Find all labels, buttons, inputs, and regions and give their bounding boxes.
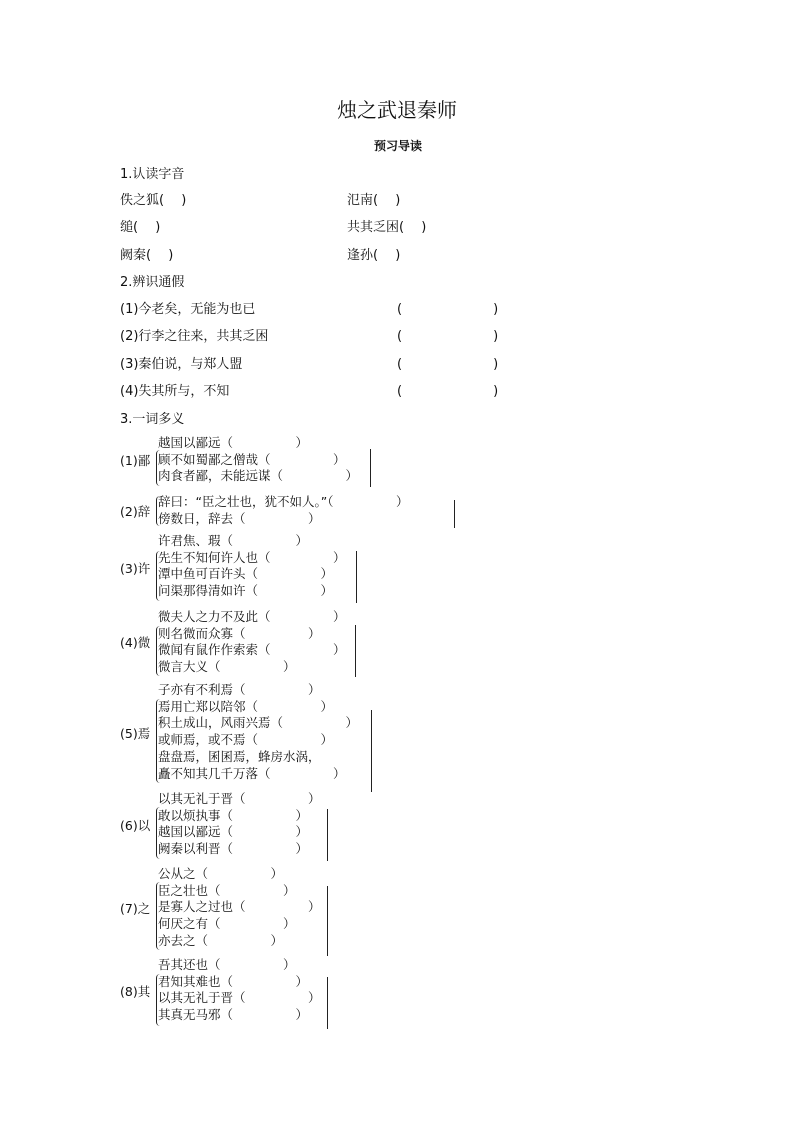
answer-blank: ( ) xyxy=(397,384,499,399)
group-bar xyxy=(371,710,372,792)
loan-character-sentence: (3)秦伯说，与郑人盟 xyxy=(120,357,243,372)
group-bar xyxy=(327,809,328,861)
group-item: 盘盘焉，囷囷焉，蜂房水涡， xyxy=(158,748,321,764)
group-label: (3)许 xyxy=(120,561,151,576)
pronunciation-item: 逢孙( ) xyxy=(347,248,401,263)
loan-character-sentence: (2)行李之往来，共其乏困 xyxy=(120,329,269,344)
pronunciation-item: 氾南( ) xyxy=(347,193,401,208)
group-item: 顾不如蜀鄙之僧哉（ ） xyxy=(158,451,346,467)
group-item: 肉食者鄙，未能远谋（ ） xyxy=(158,468,359,484)
group-item: 以其无礼于晋（ ） xyxy=(158,791,321,806)
group-label: (4)微 xyxy=(120,635,151,650)
answer-blank: ( ) xyxy=(397,329,499,344)
group-item: 子亦有不利焉（ ） xyxy=(158,682,321,697)
group-label: (5)焉 xyxy=(120,726,151,741)
group-label: (6)以 xyxy=(120,818,151,833)
group-item: 阙秦以利晋（ ） xyxy=(158,841,309,857)
group-item: 以其无礼于晋（ ） xyxy=(158,990,321,1006)
pronunciation-item: 缒( ) xyxy=(120,220,161,235)
page-title: 烛之武退秦师 xyxy=(337,98,457,122)
group-bar xyxy=(327,977,328,1029)
section-heading-loan-characters: 2.辨识通假 xyxy=(120,275,185,290)
group-item: 是寡人之过也（ ） xyxy=(158,899,321,915)
group-item: 潭中鱼可百许头（ ） xyxy=(158,566,334,582)
group-bar xyxy=(355,625,356,677)
group-item: 则名微而众寡（ ） xyxy=(158,625,321,641)
page-subtitle: 预习导读 xyxy=(373,139,422,153)
group-item: 越国以鄙远（ ） xyxy=(158,435,309,450)
pronunciation-item: 共其乏困( ) xyxy=(347,220,427,235)
section-heading-pronunciation: 1.认读字音 xyxy=(120,167,185,182)
group-item: 或师焉，或不焉（ ） xyxy=(158,732,334,748)
group-item: 臣之壮也（ ） xyxy=(158,882,296,898)
group-item: 公从之（ ） xyxy=(158,866,284,881)
section-heading-polysemy: 3.一词多义 xyxy=(120,412,185,427)
group-item: 先生不知何许人也（ ） xyxy=(158,549,346,565)
group-item: 矗不知其几千万落（ ） xyxy=(158,765,346,781)
group-item: 何厌之有（ ） xyxy=(158,916,296,932)
group-item: 亦去之（ ） xyxy=(158,932,284,948)
group-label: (8)其 xyxy=(120,984,151,999)
group-item: 吾其还也（ ） xyxy=(158,957,296,972)
group-bar xyxy=(356,551,357,603)
loan-character-sentence: (4)失其所与，不知 xyxy=(120,384,230,399)
group-item: 许君焦、瑕（ ） xyxy=(158,533,309,548)
group-item: 焉用亡郑以陪邻（ ） xyxy=(158,698,334,714)
group-item: 积土成山，风雨兴焉（ ） xyxy=(158,715,359,731)
group-item: 微闻有鼠作作索索（ ） xyxy=(158,642,346,658)
group-item: 微夫人之力不及此（ ） xyxy=(158,609,346,624)
group-item: 敢以烦执事（ ） xyxy=(158,807,309,823)
group-label: (1)鄙 xyxy=(120,453,151,468)
group-bar xyxy=(454,500,455,528)
group-item: 问渠那得清如许（ ） xyxy=(158,583,334,599)
group-label: (7)之 xyxy=(120,901,151,916)
loan-character-sentence: (1)今老矣，无能为也已 xyxy=(120,302,256,317)
group-item: 微言大义（ ） xyxy=(158,659,296,675)
pronunciation-item: 阙秦( ) xyxy=(120,248,174,263)
group-item: 越国以鄙远（ ） xyxy=(158,824,309,840)
group-item: 其真无马邪（ ） xyxy=(158,1007,309,1023)
group-bar xyxy=(327,886,328,956)
pronunciation-item: 佚之狐( ) xyxy=(120,193,187,208)
answer-blank: ( ) xyxy=(397,302,499,317)
answer-blank: ( ) xyxy=(397,357,499,372)
group-item: 君知其难也（ ） xyxy=(158,973,309,989)
group-label: (2)辞 xyxy=(120,504,151,519)
group-bar xyxy=(370,449,371,487)
group-item: 辞曰：“臣之壮也，犹不如人。”（ ） xyxy=(158,494,409,509)
group-item: 傍数日，辞去（ ） xyxy=(158,510,321,526)
